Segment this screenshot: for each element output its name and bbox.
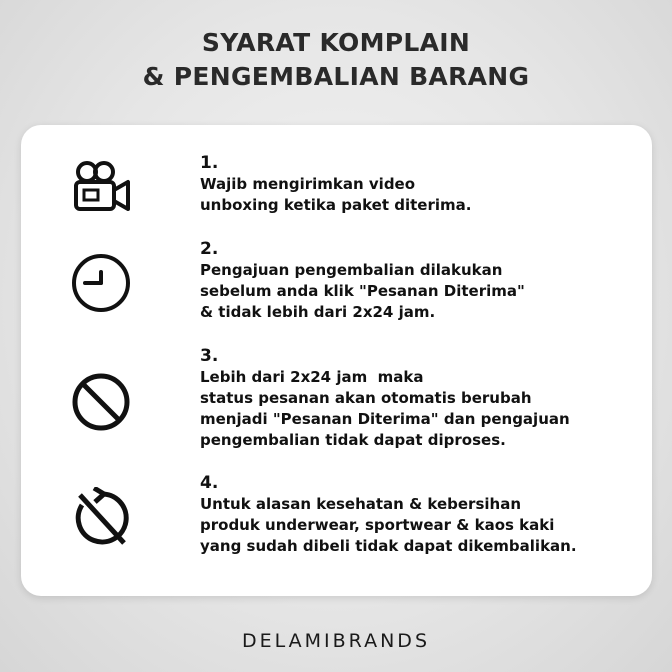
clock-icon [67, 249, 135, 317]
brand-logo: DELAMIBRANDS [241, 630, 431, 652]
term-number: 1. [200, 153, 219, 173]
terms-card [21, 125, 652, 596]
header [0, 26, 672, 94]
term-line: status pesanan akan otomatis berubah [200, 389, 532, 407]
term-line: Untuk alasan kesehatan & kebersihan [200, 495, 521, 513]
term-line: Wajib mengirimkan video [200, 175, 416, 193]
term-text-4 [200, 472, 630, 557]
term-line: menjadi "Pesanan Diterima" dan pengajuan [200, 410, 570, 428]
term-number: 4. [200, 473, 219, 493]
term-number: 2. [200, 239, 219, 259]
term-line: & tidak lebih dari 2x24 jam. [200, 303, 436, 321]
term-line: Lebih dari 2x24 jam maka [200, 368, 424, 386]
prohibited-icon [67, 368, 135, 436]
term-line: yang sudah dibeli tidak dapat dikembalikan. [200, 537, 577, 555]
no-return-icon [67, 484, 135, 552]
term-line: pengembalian tidak dapat diproses. [200, 431, 506, 449]
term-line: unboxing ketika paket diterima. [200, 196, 472, 214]
video-camera-icon [67, 154, 135, 222]
page-title-line-2: & PENGEMBALIAN BARANG [142, 62, 530, 91]
term-text-1 [200, 152, 630, 216]
page-title-line-1: SYARAT KOMPLAIN [201, 28, 471, 57]
term-text-2 [200, 238, 630, 323]
term-text-3 [200, 345, 630, 451]
term-number: 3. [200, 346, 219, 366]
term-line: sebelum anda klik "Pesanan Diterima" [200, 282, 525, 300]
term-line: produk underwear, sportwear & kaos kaki [200, 516, 555, 534]
term-line: Pengajuan pengembalian dilakukan [200, 261, 503, 279]
